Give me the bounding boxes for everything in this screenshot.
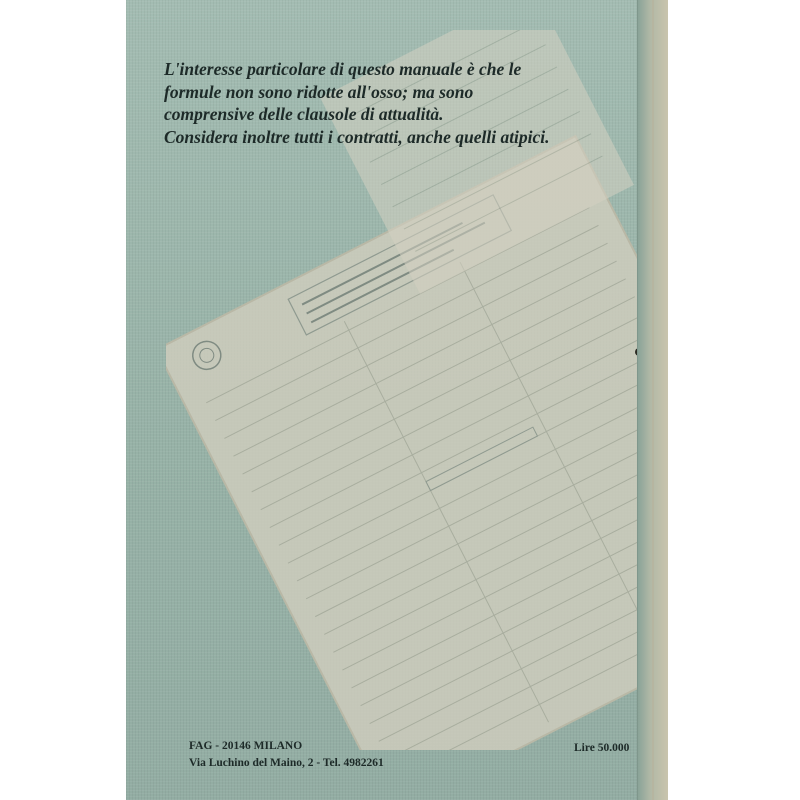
blurb-line-1: L'interesse particolare di questo manuale è che le <box>164 59 522 79</box>
blurb-line-4: Considera inoltre tutti i contratti, anche quelli atipici. <box>164 126 550 147</box>
publisher-address: Via Luchino del Maino, 2 - Tel. 4982261 <box>189 757 384 769</box>
publisher-info <box>189 738 384 772</box>
cover-blurb <box>164 58 654 148</box>
spine-fold-line <box>652 0 654 800</box>
book-back-cover <box>126 0 668 800</box>
blurb-line-3: comprensive delle clausole di attualità. <box>164 104 444 124</box>
publisher-name: FAG - 20146 MILANO <box>189 740 303 752</box>
price-label: Lire 50.000 <box>574 742 630 754</box>
blurb-line-2: formule non sono ridotte all'osso; ma sono <box>164 81 474 102</box>
